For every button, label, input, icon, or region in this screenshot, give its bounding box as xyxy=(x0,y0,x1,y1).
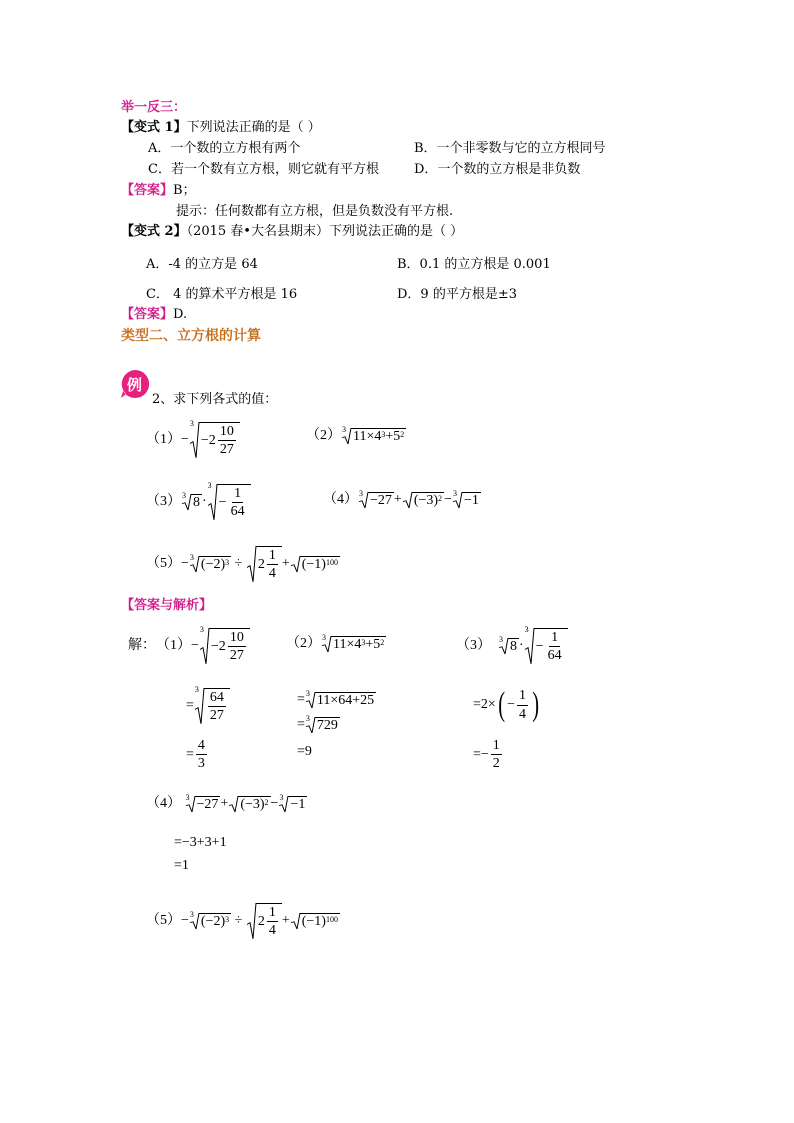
example-badge-text: 例 xyxy=(127,376,143,394)
variant-2-text: （2015 春•大名县期末）下列说法正确的是（ ） xyxy=(186,224,464,239)
variant-2-option-d: D．9 的平方根是±3 xyxy=(397,287,517,302)
problem-1-label: （1） xyxy=(146,431,181,447)
example-prompt: 2、求下列各式的值： xyxy=(152,392,278,407)
solution-2-label: （2） xyxy=(286,636,321,651)
problem-2-label: （2） xyxy=(306,428,341,443)
variant-1-answer-value: B； xyxy=(173,183,196,198)
problem-2: （2） 3 11×4 $^3$ +5 $^2$ xyxy=(306,425,405,444)
variant-1-option-a: A．一个数的立方根有两个 xyxy=(148,141,301,156)
solution-4-step-1: =−3+3+1 xyxy=(174,835,227,850)
type-2-heading: 类型二、立方根的计算 xyxy=(121,328,261,344)
solution-1-start: 解： （1） − 3 −2 $\frac{10}{27}$ xyxy=(128,628,250,664)
variant-2-option-c: C． 4 的算术平方根是 16 xyxy=(146,287,298,302)
solution-5-label: （5） xyxy=(146,912,181,928)
problem-4: （4） 3 −27 + (−3) $^2$ − 3 −1 xyxy=(323,489,479,508)
variant-2-answer xyxy=(121,307,187,323)
problem-1: （1） − 3 −2 $\frac{10}{27}$ xyxy=(146,422,240,458)
variant-2-option-b: B．0.1 的立方根是 0.001 xyxy=(397,257,551,272)
solution-2-start: （2） 3 11×4 $^3$ +5 $^2$ xyxy=(286,633,385,652)
solution-2-step-3: =9 xyxy=(297,744,312,759)
solution-5-start: （5） − 3 (−2) $^3$ ÷ 2 $\frac{1}{4}$ + (−1) $^{100}$ xyxy=(146,905,338,939)
solution-heading: 【答案与解析】 xyxy=(121,598,213,613)
variant-2-label: 【变式 2】 xyxy=(121,224,187,239)
solution-3-label: （3） xyxy=(456,637,491,653)
problem-3-label: （3） xyxy=(146,493,181,509)
problem-3: （3） 3 8 · 3 − $\frac{1}{64}$ xyxy=(146,484,251,520)
problem-5-label: （5） xyxy=(146,555,181,571)
solution-2-step-2: = 3 729 xyxy=(297,714,338,733)
variant-1-answer-label: 【答案】 xyxy=(121,183,174,198)
variant-1-option-d: D．一个数的立方根是非负数 xyxy=(414,162,581,177)
variant-1-question xyxy=(121,120,321,136)
problem-5: （5） − 3 (−2) $^3$ ÷ 2 $\frac{1}{4}$ + (−1) $^{100}$ xyxy=(146,548,338,582)
solution-3-start: （3） 3 8 · 3 − $\frac{1}{64}$ xyxy=(456,628,568,664)
variant-1-option-b: B．一个非零数与它的立方根同号 xyxy=(414,141,606,156)
variant-2-answer-label: 【答案】 xyxy=(121,307,174,322)
example-badge xyxy=(120,369,150,399)
practice-heading: 举一反三： xyxy=(121,100,187,115)
problem-4-label: （4） xyxy=(323,492,358,507)
solution-1-step-2: = $\frac{4}{3}$ xyxy=(186,738,205,772)
solution-prefix: 解： xyxy=(128,637,156,653)
variant-1-option-c: C．若一个数有立方根，则它就有平方根 xyxy=(148,162,379,177)
solution-3-step-1: =2× ( − $\frac{1}{4}$ ) xyxy=(473,686,540,723)
solution-4-start: （4） 3 −27 + (−3) $^2$ − 3 −1 xyxy=(146,793,306,812)
solution-2-step-1: = 3 11×64+25 xyxy=(297,689,375,708)
variant-2-option-a: A．-4 的立方是 64 xyxy=(146,257,258,272)
solution-1-step-1: = 3 $\frac{64}{27}$ xyxy=(186,688,230,724)
solution-1-label: （1） xyxy=(156,637,191,653)
variant-1-hint: 提示：任何数都有立方根，但是负数没有平方根. xyxy=(176,204,454,219)
solution-4-step-2: =1 xyxy=(174,858,189,873)
variant-1-text: 下列说法正确的是（ ） xyxy=(186,120,321,135)
variant-1-answer xyxy=(121,183,196,199)
solution-3-step-2: =− $\frac{1}{2}$ xyxy=(473,738,500,772)
solution-4-label: （4） xyxy=(146,796,181,811)
variant-1-label: 【变式 1】 xyxy=(121,120,187,135)
variant-2-question xyxy=(121,224,463,240)
variant-2-answer-value: D. xyxy=(173,307,188,322)
